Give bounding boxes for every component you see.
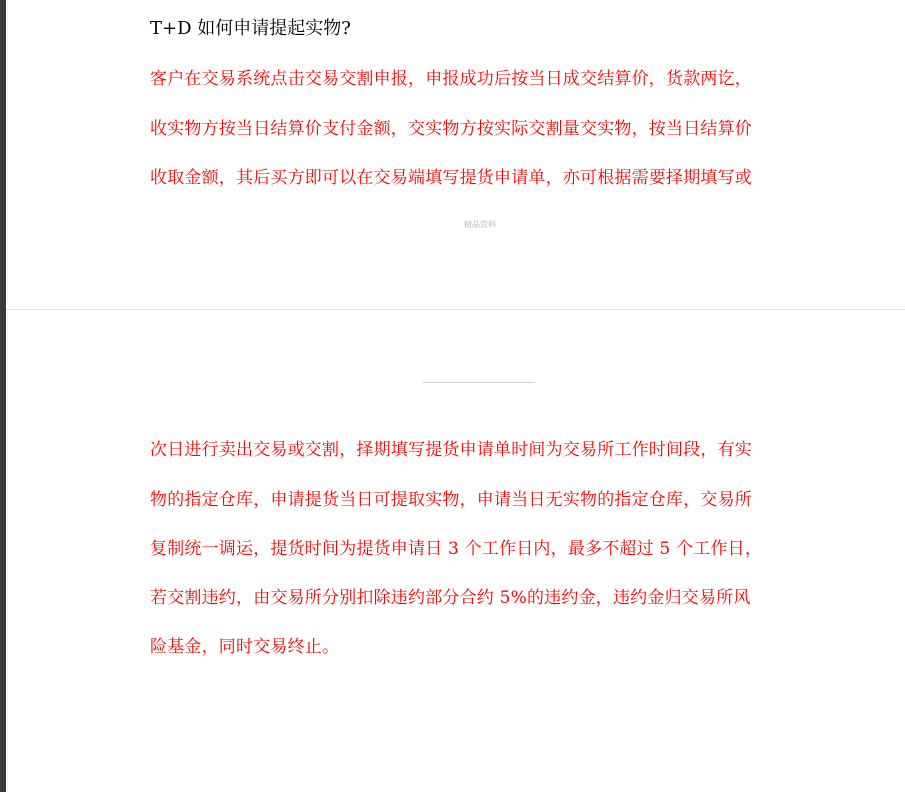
paragraph-line-6: 复制统一调运，提货时间为提货申请日 3 个工作日内，最多不超过 5 个工作日， [150,539,763,559]
question-title: T+D 如何申请提起实物? [150,18,351,39]
paragraph-line-4: 次日进行卖出交易或交割，择期填写提货申请单时间为交易所工作时间段，有实 [150,440,752,460]
paragraph-line-8: 险基金，同时交易终止。 [150,637,340,657]
paragraph-line-5: 物的指定仓库，申请提货当日可提取实物，申请当日无实物的指定仓库，交易所 [150,490,752,510]
paragraph-line-2: 收实物方按当日结算价支付金额，交实物方按实际交割量交实物，按当日结算价 [150,119,752,139]
paragraph-line-1: 客户在交易系统点击交易交割申报，申报成功后按当日成交结算价，货款两讫， [150,69,752,89]
paragraph-line-7: 若交割违约，由交易所分别扣除违约部分合约 5%的违约金，违约金归交易所风 [150,588,751,608]
paragraph-line-3: 收取金额，其后买方即可以在交易端填写提货申请单，亦可根据需要择期填写或 [150,168,752,188]
page-footer-watermark: 精品资料 [464,220,496,229]
document-page-2 [6,311,905,792]
document-page-1 [6,0,905,310]
page-header-rule [423,382,535,383]
